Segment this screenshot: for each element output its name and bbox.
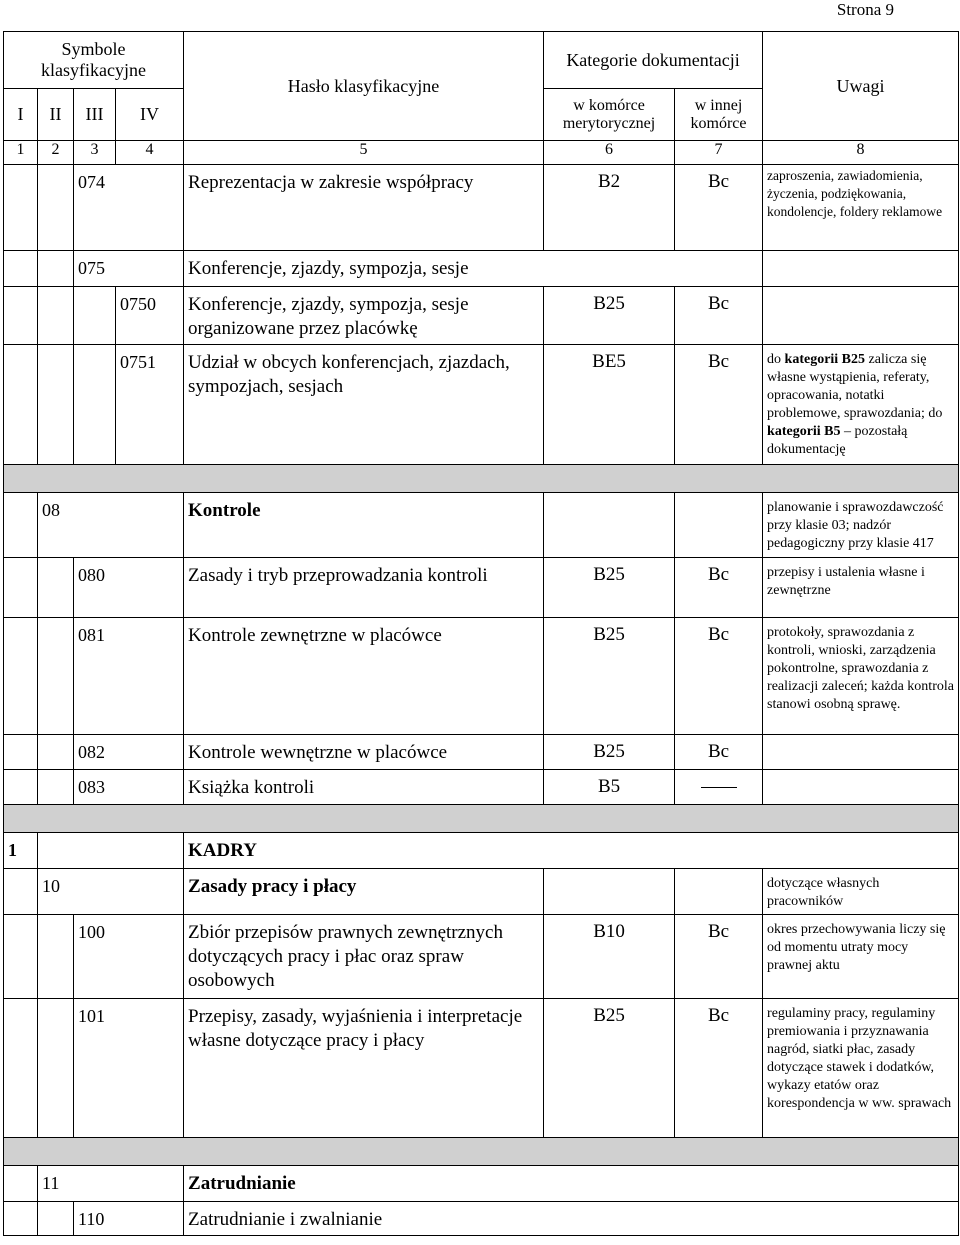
table-row (4, 915, 959, 999)
level-iii: III (74, 89, 116, 141)
row-code: 1 (4, 833, 38, 869)
col-number: 5 (184, 141, 544, 165)
row-code: 110 (74, 1202, 184, 1236)
row-code: 074 (74, 165, 184, 251)
header-categories: Kategorie dokumentacji (544, 32, 763, 89)
row-title: Książka kontroli (184, 770, 544, 805)
row-code: 10 (38, 869, 184, 915)
table-row (4, 735, 959, 770)
column-numbers-row (4, 141, 959, 165)
row-code: 0751 (116, 345, 184, 465)
row-title: Zbiór przepisów prawnych zewnętrznych dotyczących pracy i płac oraz spraw osobowych (184, 915, 544, 999)
row-note: protokoły, sprawozdania z kontroli, wnioski, zarządzenia pokontrolne, sprawozdania z realizacji zaleceń; każda kontrola stanowi osobną sprawę. (763, 618, 959, 735)
col-number: 4 (116, 141, 184, 165)
table-row (4, 770, 959, 805)
row-cat-main: B25 (544, 287, 675, 345)
row-title: Reprezentacja w zakresie współpracy (184, 165, 544, 251)
row-cat-main: B25 (544, 618, 675, 735)
row-code: 0750 (116, 287, 184, 345)
header-row (4, 32, 959, 89)
col-number: 6 (544, 141, 675, 165)
header-remarks: Uwagi (763, 32, 959, 141)
row-cat-other (675, 770, 763, 805)
col-number: 2 (38, 141, 74, 165)
row-note (763, 345, 959, 465)
empty-dash (701, 787, 737, 788)
section-separator (4, 805, 959, 833)
table-row (4, 558, 959, 618)
row-note: regulaminy pracy, regulaminy premiowania i przyznawania nagród, siatki płac, zasady dotyczące stawek i dodatków, wykazy etatów oraz korespondencja w ww. sprawach (763, 999, 959, 1138)
row-title: Zatrudnianie (184, 1166, 959, 1202)
row-cat-other: Bc (675, 618, 763, 735)
row-cat-other: Bc (675, 558, 763, 618)
table-row (4, 493, 959, 558)
row-title: Konferencje, zjazdy, sympozja, sesje organizowane przez placówkę (184, 287, 544, 345)
row-title: Udział w obcych konferencjach, zjazdach, sympozjach, sesjach (184, 345, 544, 465)
col-number: 8 (763, 141, 959, 165)
table-row (4, 287, 959, 345)
row-code: 08 (38, 493, 184, 558)
note-emphasis: kategorii B25 (784, 352, 866, 367)
row-note: dotyczące własnych pracowników (763, 869, 959, 915)
note-text: – pozostałą dokumentację (767, 424, 908, 457)
row-title: KADRY (184, 833, 959, 869)
row-code: 075 (74, 251, 184, 287)
table-row (4, 1202, 959, 1236)
section-separator (4, 465, 959, 493)
row-cat-other: Bc (675, 287, 763, 345)
row-code: 081 (74, 618, 184, 735)
row-title: Zatrudnianie i zwalnianie (184, 1202, 959, 1236)
header-password: Hasło klasyfikacyjne (184, 32, 544, 141)
row-code: 11 (38, 1166, 184, 1202)
row-cat-other: Bc (675, 165, 763, 251)
row-title: Zasady pracy i płacy (184, 869, 544, 915)
table-row (4, 999, 959, 1138)
row-cat-main: B25 (544, 999, 675, 1138)
row-cat-other: Bc (675, 345, 763, 465)
row-cat-other: Bc (675, 735, 763, 770)
table-row (4, 251, 959, 287)
row-cat-main: B2 (544, 165, 675, 251)
note-emphasis: kategorii B5 (767, 424, 841, 439)
col-number: 3 (74, 141, 116, 165)
row-cat-main: B25 (544, 735, 675, 770)
header-cat-main: w komórce merytorycznej (544, 89, 675, 141)
row-code: 101 (74, 999, 184, 1138)
row-code: 080 (74, 558, 184, 618)
section-separator (4, 1138, 959, 1166)
col-number: 7 (675, 141, 763, 165)
row-cat-main: B5 (544, 770, 675, 805)
header-symbols: Symbole klasyfikacyjne (4, 32, 184, 89)
level-iv: IV (116, 89, 184, 141)
table-row (4, 869, 959, 915)
note-text: do (767, 352, 785, 367)
row-cat-main: BE5 (544, 345, 675, 465)
row-title: Kontrole wewnętrzne w placówce (184, 735, 544, 770)
table-row (4, 618, 959, 735)
table-row (4, 833, 959, 869)
header-cat-other: w innej komórce (675, 89, 763, 141)
col-number: 1 (4, 141, 38, 165)
page-number: Strona 9 (836, 0, 894, 19)
row-cat-main: B10 (544, 915, 675, 999)
row-title: Konferencje, zjazdy, sympozja, sesje (184, 251, 763, 287)
row-title: Kontrole zewnętrzne w placówce (184, 618, 544, 735)
row-title: Kontrole (184, 493, 544, 558)
row-title: Zasady i tryb przeprowadzania kontroli (184, 558, 544, 618)
row-cat-other: Bc (675, 915, 763, 999)
table-row (4, 345, 959, 465)
classification-table (3, 31, 959, 1236)
row-cat-other: Bc (675, 999, 763, 1138)
row-title: Przepisy, zasady, wyjaśnienia i interpretacje własne dotyczące pracy i płacy (184, 999, 544, 1138)
row-note: przepisy i ustalenia własne i zewnętrzne (763, 558, 959, 618)
row-note: planowanie i sprawozdawczość przy klasie 03; nadzór pedagogiczny przy klasie 417 (763, 493, 959, 558)
row-code: 100 (74, 915, 184, 999)
row-code: 083 (74, 770, 184, 805)
level-i: I (4, 89, 38, 141)
row-note: zaproszenia, zawiadomienia, życzenia, podziękowania, kondolencje, foldery reklamowe (763, 165, 959, 251)
row-cat-main: B25 (544, 558, 675, 618)
row-code: 082 (74, 735, 184, 770)
note-text: zalicza się własne wystąpienia, referaty, opracowania, notatki problemowe, sprawozdania; do (767, 352, 943, 421)
level-ii: II (38, 89, 74, 141)
table-row (4, 1166, 959, 1202)
row-note: okres przechowywania liczy się od momentu utraty mocy prawnej aktu (763, 915, 959, 999)
table-row (4, 165, 959, 251)
